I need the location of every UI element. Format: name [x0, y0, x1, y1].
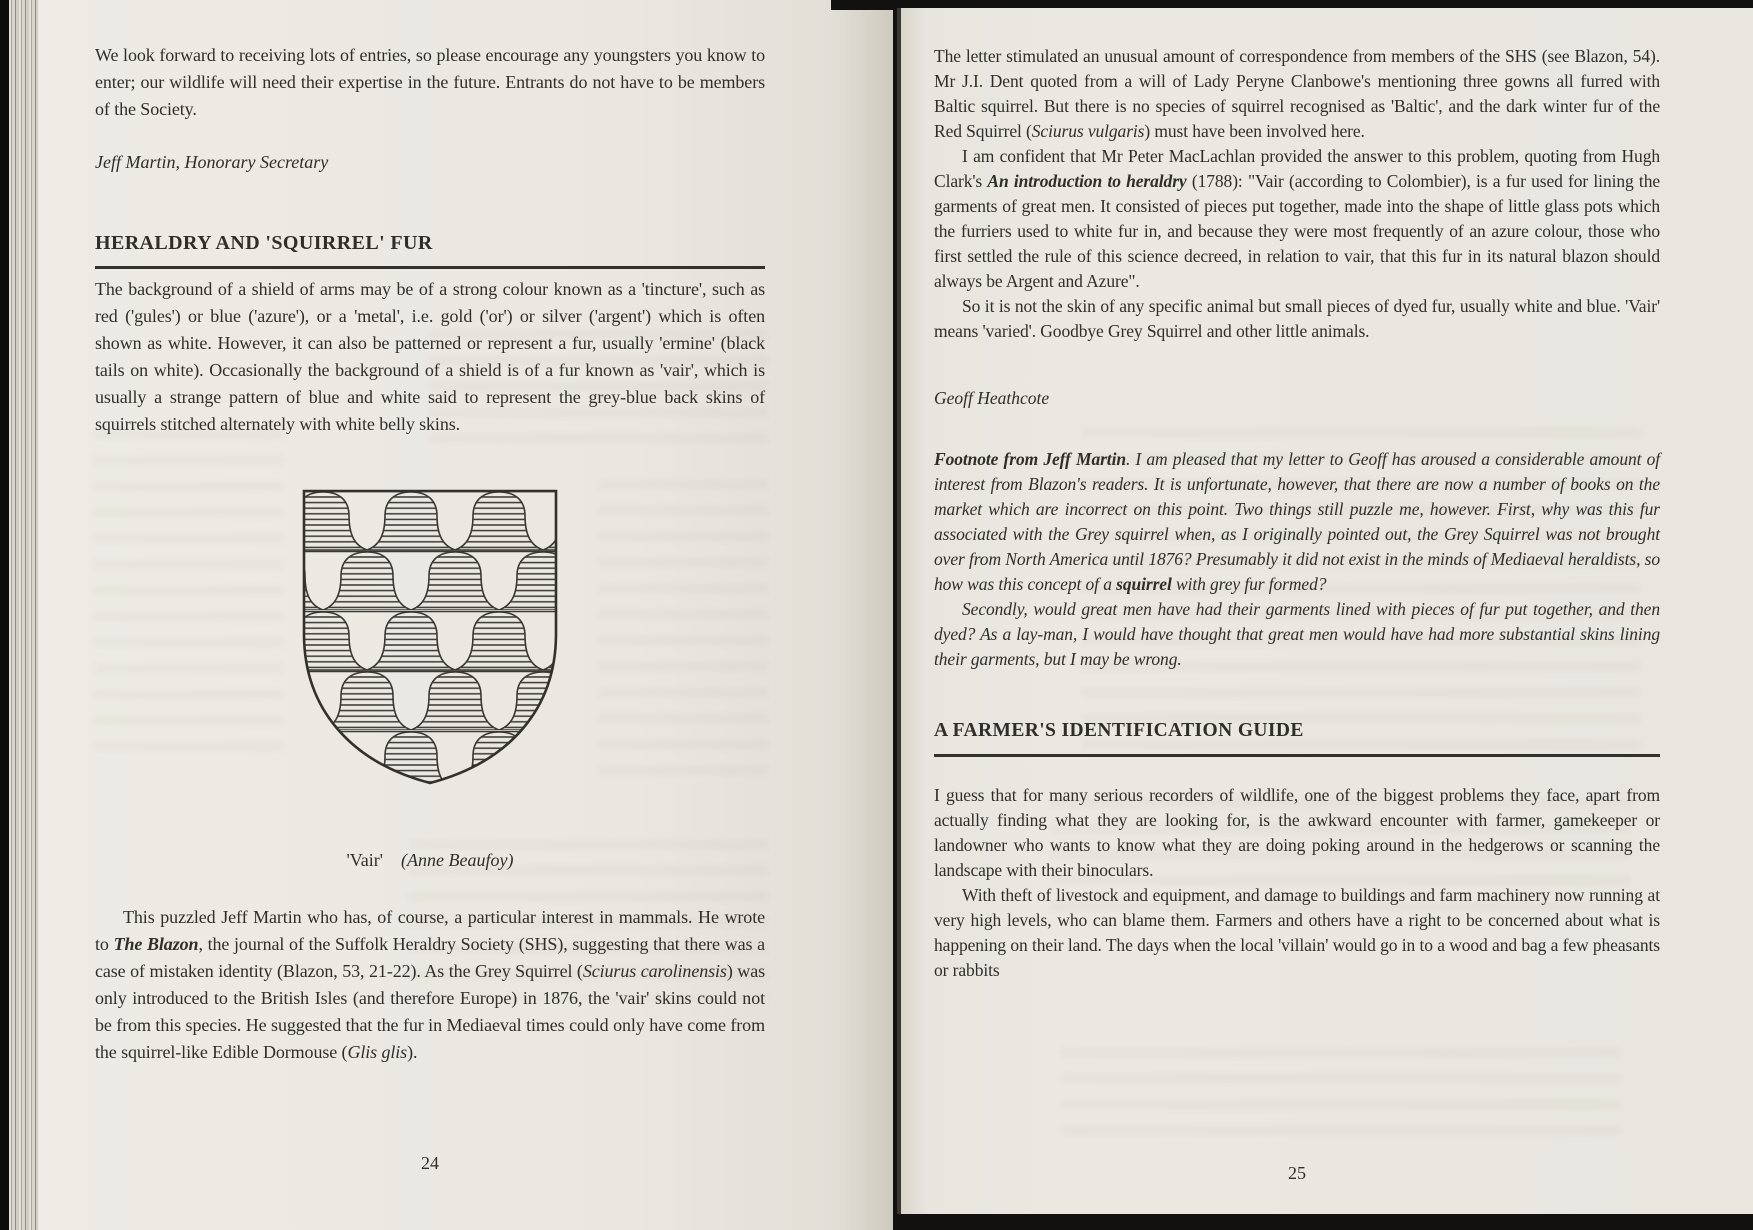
- page-number-25: 25: [1288, 1163, 1306, 1183]
- page-24: [38, 0, 893, 1230]
- page-stack-edges: [9, 0, 38, 1230]
- section-heading-heraldry: HERALDRY AND 'SQUIRREL' FUR: [95, 230, 765, 269]
- page-25: [897, 8, 1753, 1214]
- section-heading-farmer-guide: A FARMER'S IDENTIFICATION GUIDE: [934, 718, 1660, 757]
- bleed-through: [1061, 1048, 1621, 1148]
- footnote-paragraph: Footnote from Jeff Martin. I am pleased that my letter to Geoff has aroused a considerable amount of interest from Blazon's readers. It is unfortunate, however, that there are now a number of books on the market which are incorrect on this point. Two things still puzzle me, however. First, why was this fur associated with the Grey squirrel when, as I originally pointed out, the Grey Squirrel was not brought over from North America until 1876? Presumably it did not exist in the minds of Mediaeval heraldists, so how was this concept of a squirrel with grey fur formed?: [934, 449, 1660, 594]
- gutter-shadow: [831, 0, 897, 10]
- maclachlan-paragraph: I am confident that Mr Peter MacLachlan provided the answer to this problem, quoting from Hugh Clark's An introduction to heraldry (1788): "Vair (according to Colombier), is a fur used for lining the garments of great men. It consisted of pieces put together, made into the shape of little glass pots which the furriers used to white fur in, and because they were most frequently of an azure colour, those who first settled the rule of this science decreed, in relation to vair, that this fur in its natural blazon should always be Argent and Azure".: [934, 146, 1661, 291]
- byline-jeff-martin: Jeff Martin, Honorary Secretary: [95, 152, 329, 172]
- caption-title: 'Vair': [346, 850, 384, 870]
- left-text-column: [95, 0, 765, 1066]
- heraldry-closing-paragraph: This puzzled Jeff Martin who has, of course, a particular interest in mammals. He wrote to The Blazon, the journal of the Suffolk Heraldry Society (SHS), suggesting that there was a case of mistaken identity (Blazon, 53, 21-22). As the Grey Squirrel (Sciurus carolinensis) was only introduced to the British Isles (and therefore Europe) in 1876, the 'vair' skins could not be from this species. He suggested that the fur in Mediaeval times could only have come from the squirrel-like Edible Dormouse (Glis glis).: [95, 907, 765, 1062]
- right-text-column: [934, 8, 1660, 983]
- heraldry-opening-paragraph: The background of a shield of arms may be of a strong colour known as a 'tincture', such as red ('gules') or blue ('azure'), or a 'metal', i.e. gold ('or') or silver ('argent') which is often shown as white. However, it can also be patterned or represent a fur, usually 'ermine' (black tails on white). Occasionally the background of a shield is of a fur known as 'vair', which is usually a strange pattern of blue and white said to represent the grey-blue back skins of squirrels stitched alternately with white belly skins.: [95, 279, 765, 434]
- figure-caption: [95, 847, 765, 874]
- farmer-paragraph-2: With theft of livestock and equipment, and damage to buildings and farm machinery now running at very high levels, who can blame them. Farmers and others have a right to be concerned about what is happening on their land. The days when the local 'villain' would go in to a wood and bag a few pheasants or rabbits: [934, 885, 1660, 980]
- footnote-second-paragraph: Secondly, would great men have had their garments lined with pieces of fur put together, and then dyed? As a lay-man, I would have thought that great men would have had more substantial skins lining their garments, but I may be wrong.: [934, 599, 1660, 669]
- caption-credit: (Anne Beaufoy): [401, 850, 514, 870]
- byline-geoff-heathcote: Geoff Heathcote: [934, 388, 1050, 408]
- correspondence-paragraph: The letter stimulated an unusual amount of correspondence from members of the SHS (see Blazon, 54). Mr J.I. Dent quoted from a will of Lady Peryne Clanbowe's mentioning three gowns all furred with Baltic squirrel. But there is no species of squirrel recognised as 'Baltic', and the dark winter fur of the Red Squirrel (Sciurus vulgaris) must have been involved here.: [934, 46, 1660, 141]
- farmer-paragraph-1: I guess that for many serious recorders of wildlife, one of the biggest problems they face, apart from actually finding what they are looking for, is the awkward encounter with farmer, gamekeeper or landowner who wants to know what they are doing poking around in the hedgerows or scanning the landscape with their binoculars.: [934, 785, 1660, 880]
- page-number-24: 24: [421, 1153, 439, 1173]
- vair-shield-illustration: [299, 486, 561, 788]
- book-cover-edge: [0, 0, 9, 1230]
- intro-paragraph: We look forward to receiving lots of entries, so please encourage any youngsters you know to enter; our wildlife will need their expertise in the future. Entrants do not have to be members of the Society.: [95, 45, 765, 119]
- conclusion-paragraph: So it is not the skin of any specific animal but small pieces of dyed fur, usually white and blue. 'Vair' means 'varied'. Goodbye Grey Squirrel and other little animals.: [934, 296, 1660, 341]
- vair-shield-figure: [299, 486, 561, 793]
